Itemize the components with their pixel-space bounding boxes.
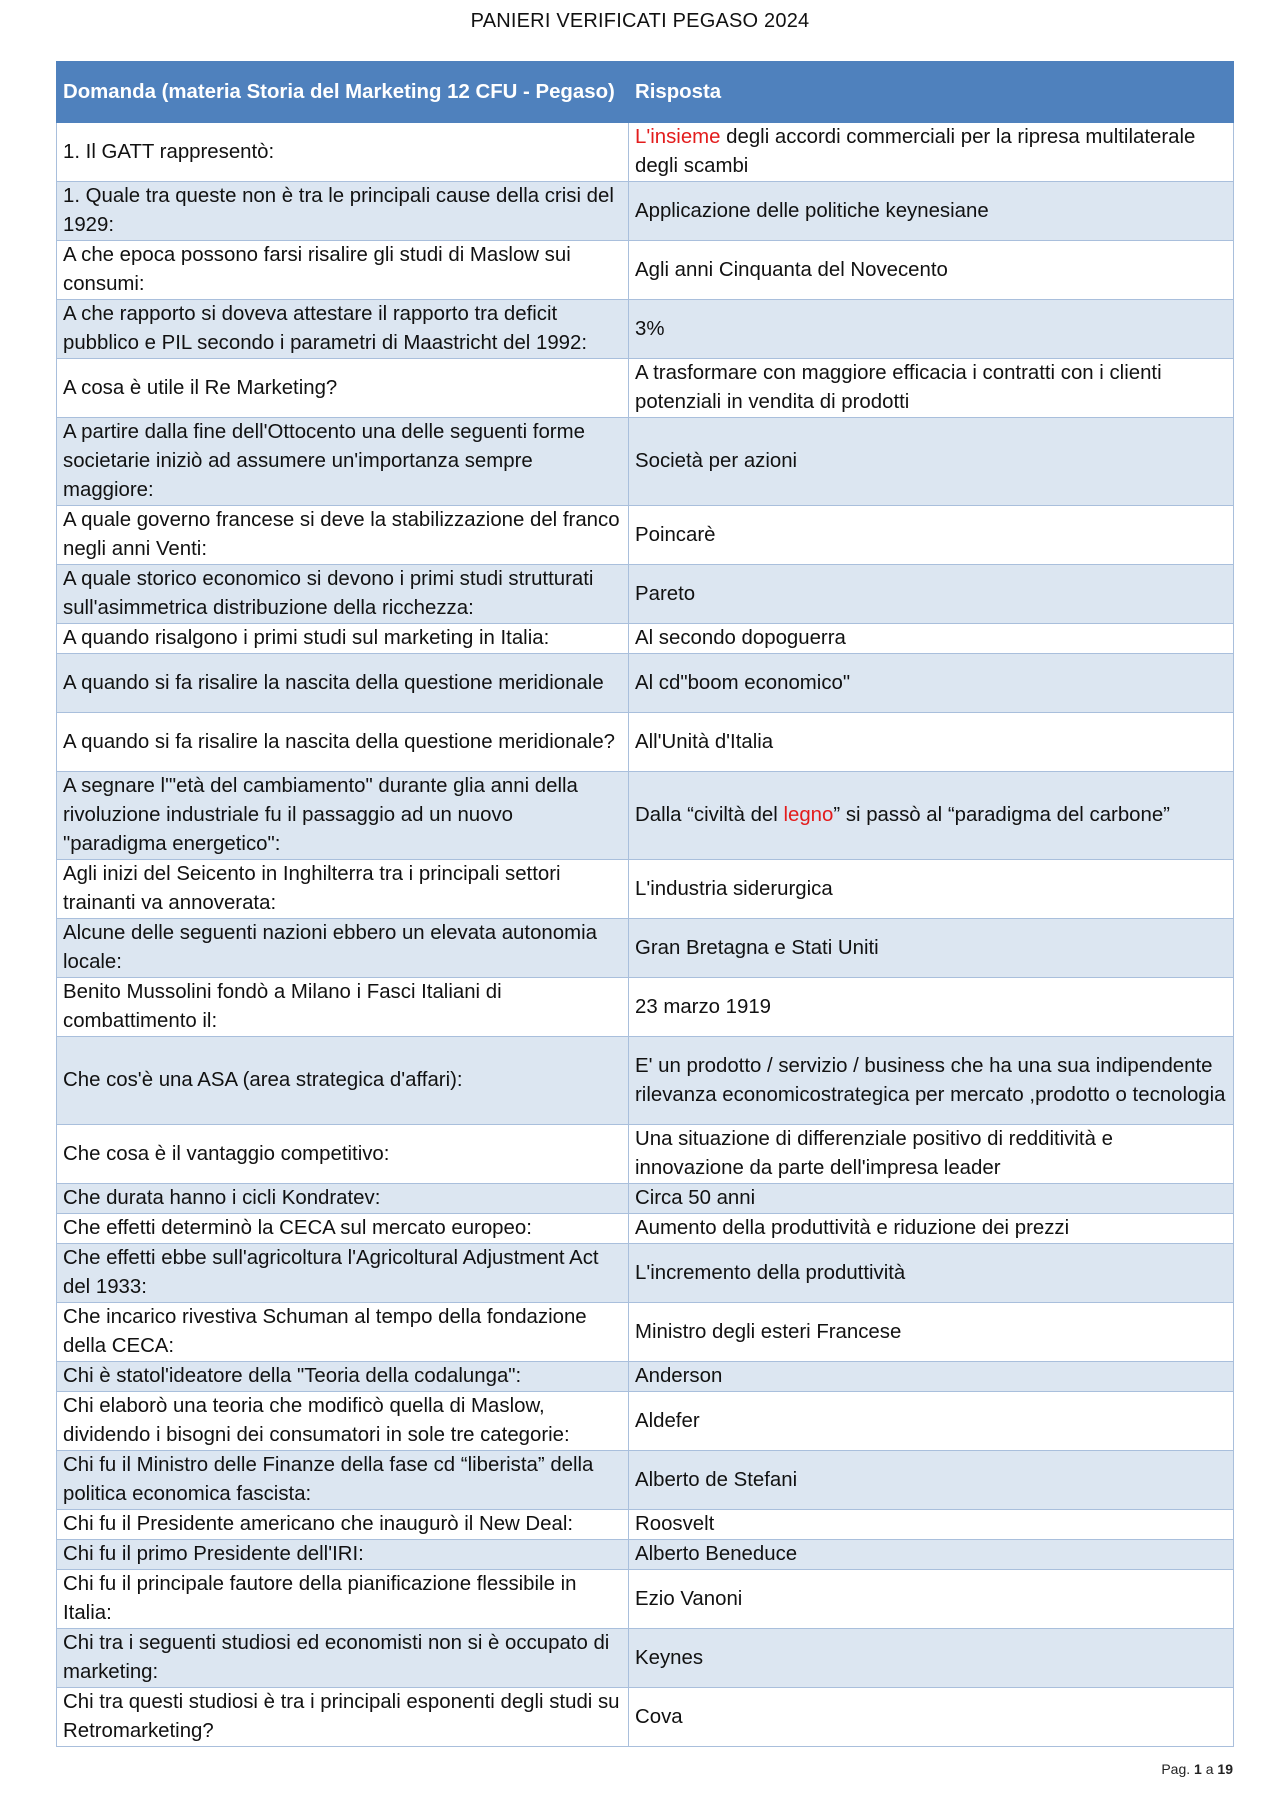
answer-cell [629,506,1234,565]
question-cell: Chi elaborò una teoria che modificò quella di Maslow, dividendo i bisogni dei consumatori in sole tre categorie: [57,1392,629,1451]
table-row [57,1451,1234,1510]
table-row [57,654,1234,713]
answer-cell [629,1037,1234,1125]
question-cell: Che effetti ebbe sull'agricoltura l'Agricoltural Adjustment Act del 1933: [57,1244,629,1303]
answer-text: Roosvelt [635,1513,715,1535]
page-prefix: Pag. [1161,1761,1195,1777]
table-row [57,772,1234,860]
answer-cell [629,1688,1234,1747]
question-cell: Chi fu il Presidente americano che inaugurò il New Deal: [57,1510,629,1540]
question-cell: A quando risalgono i primi studi sul marketing in Italia: [57,624,629,654]
answer-cell [629,978,1234,1037]
question-cell: A quale storico economico si devono i primi studi strutturati sull'asimmetrica distribuzione della ricchezza: [57,565,629,624]
answer-cell [629,182,1234,241]
answer-text: E' un prodotto / servizio / business che ha una sua indipendente rilevanza economicostrategica per mercato ,prodotto o tecnologia [635,1054,1226,1106]
answer-text: degli accordi commerciali per la ripresa multilaterale degli scambi [635,126,1196,177]
table-row [57,1214,1234,1244]
answer-cell [629,1629,1234,1688]
answer-cell [629,359,1234,418]
question-cell: 1. Quale tra queste non è tra le principali cause della crisi del 1929: [57,182,629,241]
answer-cell [629,241,1234,300]
question-cell: Chi fu il principale fautore della pianificazione flessibile in Italia: [57,1570,629,1629]
answer-text: Aldefer [635,1409,700,1432]
answer-text: L'incremento della produttività [635,1261,906,1284]
table-row [57,1125,1234,1184]
answer-text: All'Unità d'Italia [635,730,774,753]
question-cell: Chi tra i seguenti studiosi ed economisti non si è occupato di marketing: [57,1629,629,1688]
answer-text: Poincarè [635,523,716,546]
question-cell: A quando si fa risalire la nascita della questione meridionale [57,654,629,713]
question-cell: A quando si fa risalire la nascita della questione meridionale? [57,713,629,772]
answer-text: Al cd"boom economico" [635,671,851,694]
table-row [57,565,1234,624]
page-separator: a [1201,1761,1218,1777]
table-row [57,624,1234,654]
answer-cell [629,1303,1234,1362]
question-cell: Che effetti determinò la CECA sul mercato europeo: [57,1214,629,1244]
table-row [57,182,1234,241]
answer-text: Società per azioni [635,450,798,472]
answer-text: Una situazione di differenziale positivo di redditività e innovazione da parte dell'impresa leader [635,1128,1113,1179]
answer-cell [629,713,1234,772]
header-row [57,62,1234,123]
question-cell: Che cosa è il vantaggio competitivo: [57,1125,629,1184]
table-row [57,1362,1234,1392]
table-row [57,1303,1234,1362]
answer-cell [629,772,1234,860]
answer-cell [629,1451,1234,1510]
answer-cell [629,654,1234,713]
page-total: 19 [1217,1761,1233,1777]
answer-text: Al secondo dopoguerra [635,627,846,649]
question-cell: 1. Il GATT rappresentò: [57,123,629,182]
answer-text: A trasformare con maggiore efficacia i contratti con i clienti potenziali in vendita di prodotti [635,362,1162,413]
column-header-answer: Risposta [629,62,1234,123]
table-row [57,1037,1234,1125]
question-cell: Che durata hanno i cicli Kondratev: [57,1184,629,1214]
answer-cell [629,1362,1234,1392]
highlighted-text: legno [783,804,834,826]
answer-cell [629,1244,1234,1303]
table-body [57,123,1234,1747]
table-row [57,506,1234,565]
table-row [57,1629,1234,1688]
answer-cell [629,860,1234,919]
table-row [57,1184,1234,1214]
question-cell: Chi fu il Ministro delle Finanze della fase cd “liberista” della politica economica fascista: [57,1451,629,1510]
answer-cell [629,1184,1234,1214]
question-cell: Chi fu il primo Presidente dell'IRI: [57,1540,629,1570]
question-cell: A quale governo francese si deve la stabilizzazione del franco negli anni Venti: [57,506,629,565]
page-number [1161,1761,1233,1777]
qa-table [56,61,1234,1747]
answer-text: Pareto [635,582,696,605]
answer-text: Ezio Vanoni [635,1587,743,1610]
answer-text: Alberto de Stefani [635,1468,798,1491]
table-row [57,1540,1234,1570]
table-row [57,713,1234,772]
answer-cell [629,1214,1234,1244]
table-row [57,123,1234,182]
answer-cell [629,300,1234,359]
answer-text: Dalla “civiltà del [635,804,784,826]
question-cell: Che incarico rivestiva Schuman al tempo della fondazione della CECA: [57,1303,629,1362]
question-cell: Chi tra questi studiosi è tra i principali esponenti degli studi su Retromarketing? [57,1688,629,1747]
answer-cell [629,624,1234,654]
table-row [57,300,1234,359]
answer-cell [629,919,1234,978]
question-cell: Chi è statol'ideatore della "Teoria della codalunga": [57,1362,629,1392]
question-cell: Alcune delle seguenti nazioni ebbero un elevata autonomia locale: [57,919,629,978]
question-cell: A segnare l'"età del cambiamento" durante glia anni della rivoluzione industriale fu il passaggio ad un nuovo "paradigma energetico": [57,772,629,860]
question-cell: A cosa è utile il Re Marketing? [57,359,629,418]
column-header-question: Domanda (materia Storia del Marketing 12 CFU - Pegaso) [57,62,629,123]
answer-text: Cova [635,1705,683,1728]
question-cell: Agli inizi del Seicento in Inghilterra tra i principali settori trainanti va annoverata: [57,860,629,919]
table-row [57,418,1234,506]
answer-text: ” si passò al “paradigma del carbone” [833,804,1170,826]
question-cell: A partire dalla fine dell'Ottocento una delle seguenti forme societarie iniziò ad assumere un'importanza sempre maggiore: [57,418,629,506]
answer-text: Alberto Beneduce [635,1543,798,1565]
answer-text: Keynes [635,1646,704,1669]
answer-cell [629,123,1234,182]
answer-text: 23 marzo 1919 [635,995,772,1018]
question-cell: A che epoca possono farsi risalire gli studi di Maslow sui consumi: [57,241,629,300]
answer-cell [629,1570,1234,1629]
table-row [57,1510,1234,1540]
table-row [57,1392,1234,1451]
answer-text: Applicazione delle politiche keynesiane [635,199,989,222]
answer-text: Ministro degli esteri Francese [635,1320,902,1343]
answer-text: 3% [635,317,665,340]
answer-cell [629,1510,1234,1540]
page-current: 1 [1194,1761,1202,1777]
table-row [57,1570,1234,1629]
question-cell: Che cos'è una ASA (area strategica d'affari): [57,1037,629,1125]
answer-cell [629,1125,1234,1184]
answer-text: Gran Bretagna e Stati Uniti [635,936,879,959]
question-cell: A che rapporto si doveva attestare il rapporto tra deficit pubblico e PIL secondo i parametri di Maastricht del 1992: [57,300,629,359]
answer-text: Anderson [635,1365,723,1387]
highlighted-text: L'insieme [635,126,721,148]
question-cell: Benito Mussolini fondò a Milano i Fasci Italiani di combattimento il: [57,978,629,1037]
table-row [57,359,1234,418]
answer-text: L'industria siderurgica [635,877,833,900]
table-row [57,919,1234,978]
table-row [57,241,1234,300]
answer-cell [629,1540,1234,1570]
table-row [57,1244,1234,1303]
answer-cell [629,565,1234,624]
table-row [57,1688,1234,1747]
table-header [57,62,1234,123]
answer-cell [629,418,1234,506]
answer-text: Circa 50 anni [635,1187,756,1209]
answer-text: Aumento della produttività e riduzione dei prezzi [635,1217,1070,1239]
document-title: PANIERI VERIFICATI PEGASO 2024 [470,10,810,32]
answer-text: Agli anni Cinquanta del Novecento [635,258,948,281]
answer-cell [629,1392,1234,1451]
table-row [57,978,1234,1037]
table-row [57,860,1234,919]
